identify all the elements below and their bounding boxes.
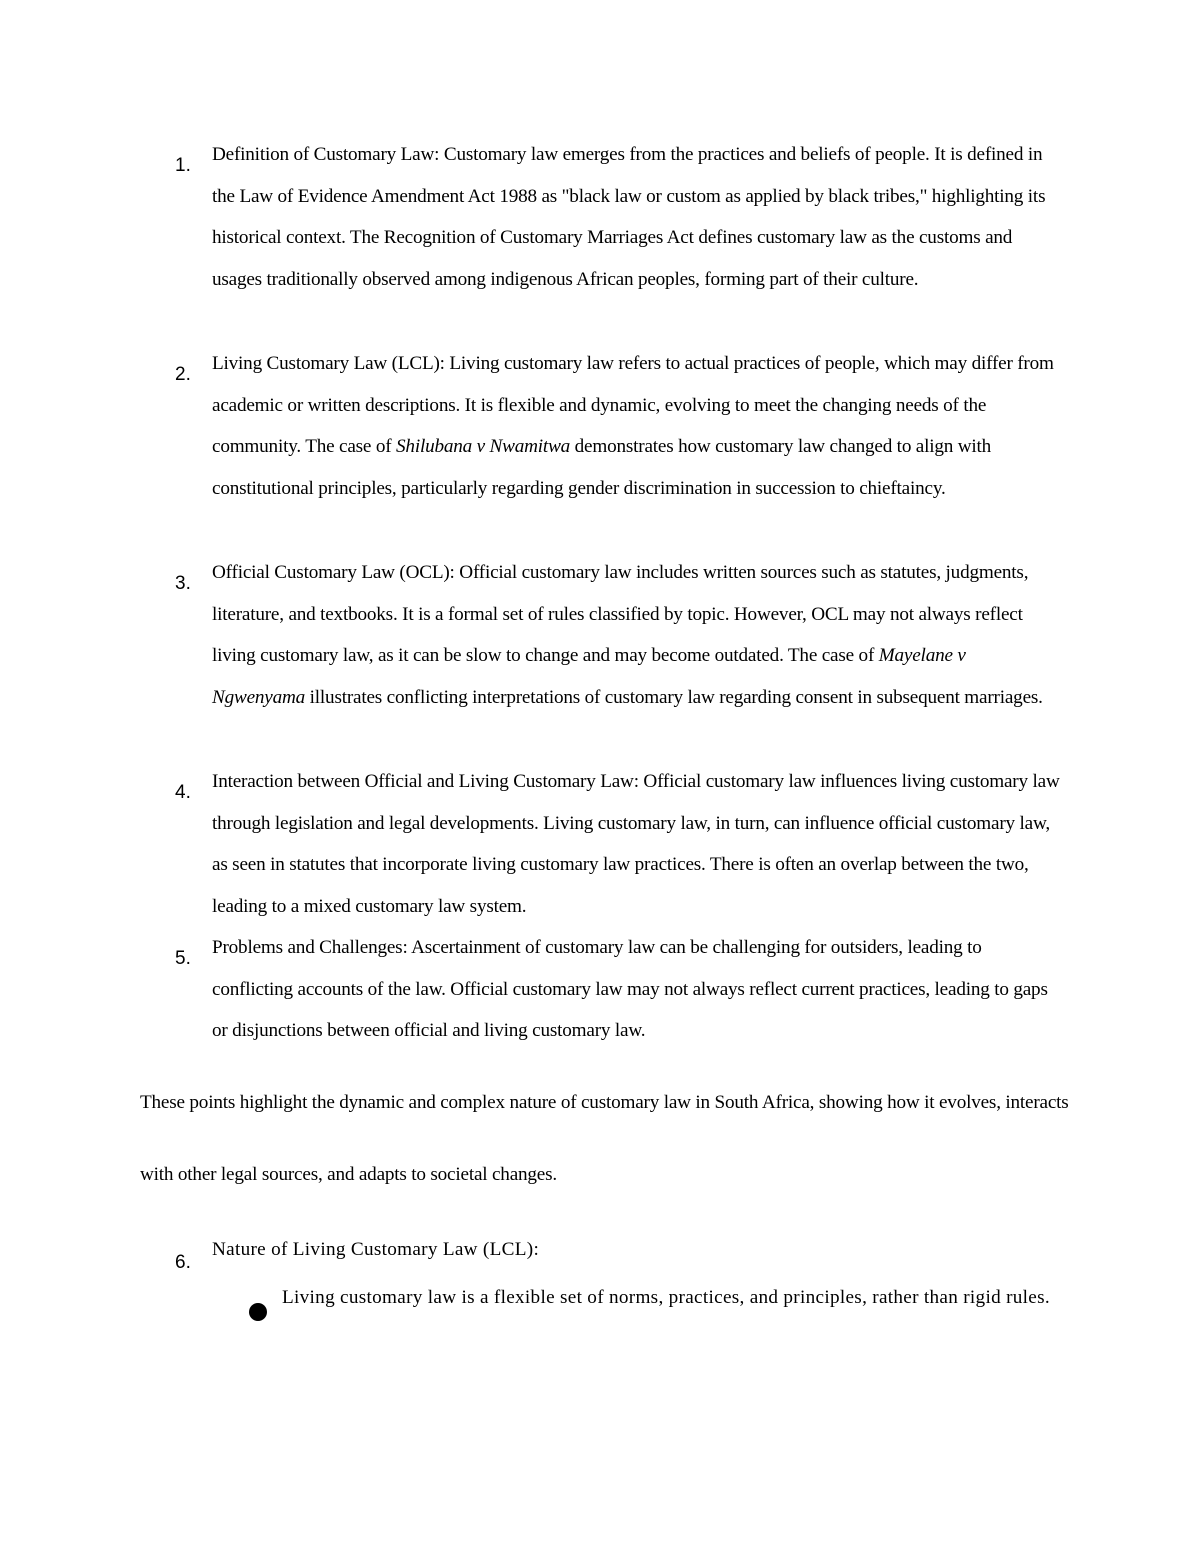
list-item-text	[212, 343, 1062, 509]
list-number: 2.	[175, 364, 191, 385]
item-text: Problems and Challenges: Ascertainment of customary law can be challenging for outsiders, leading to conflicting accounts of the law. Official customary law may not always reflect current practices, leading to gaps or disjunctions between official and living customary law.	[212, 937, 1048, 1042]
list-number: 4.	[175, 782, 191, 803]
list-item-text	[212, 552, 1062, 718]
item-text: demonstrates how customary law changed to align with constitutional principles, particularly regarding gender discrimination in succession to chieftaincy.	[212, 436, 992, 499]
item-text: Living Customary Law (LCL): Living customary law refers to actual practices of people, which may differ from academic or written descriptions. It is flexible and dynamic, evolving to meet the changing needs of the community. The case of	[212, 353, 1054, 458]
case-name: Mayelane v Ngwenyama	[212, 645, 966, 708]
list-item-text	[212, 927, 1062, 1052]
list-number: 3.	[175, 573, 191, 594]
bullet-text: Living customary law is a flexible set of norms, practices, and principles, rather than rigid rules.	[282, 1287, 1050, 1308]
list-number: 5.	[175, 948, 191, 969]
item-text: Definition of Customary Law: Customary law emerges from the practices and beliefs of people. It is defined in the Law of Evidence Amendment Act 1988 as "black law or custom as applied by black tribes," highlighting its historical context. The Recognition of Customary Marriages Act defines customary law as the customs and usages traditionally observed among indigenous African peoples, forming part of their culture.	[212, 144, 1046, 290]
list-item-text	[212, 134, 1062, 300]
summary-paragraph: These points highlight the dynamic and complex nature of customary law in South Africa, showing how it evolves, interacts with other legal sources, and adapts to societal changes.	[140, 1092, 1069, 1185]
section-heading: Nature of Living Customary Law (LCL):	[212, 1239, 540, 1260]
list-number: 6.	[175, 1252, 191, 1273]
list-item-text	[212, 761, 1062, 927]
bullet-icon	[249, 1303, 267, 1321]
item-text: illustrates conflicting interpretations of customary law regarding consent in subsequent marriages.	[305, 686, 1043, 708]
list-number: 1.	[175, 155, 191, 176]
item-text: Interaction between Official and Living Customary Law: Official customary law influences living customary law through legislation and legal developments. Living customary law, in turn, can influence official customary law, as seen in statutes that incorporate living customary law practices. There is often an overlap between the two, leading to a mixed customary law system.	[212, 771, 1060, 917]
case-name: Shilubana v Nwamitwa	[396, 436, 571, 458]
item-text: Official Customary Law (OCL): Official customary law includes written sources such as statutes, judgments, literature, and textbooks. It is a formal set of rules classified by topic. However, OCL may not always reflect living customary law, as it can be slow to change and may become outdated. The case of	[212, 562, 1029, 667]
